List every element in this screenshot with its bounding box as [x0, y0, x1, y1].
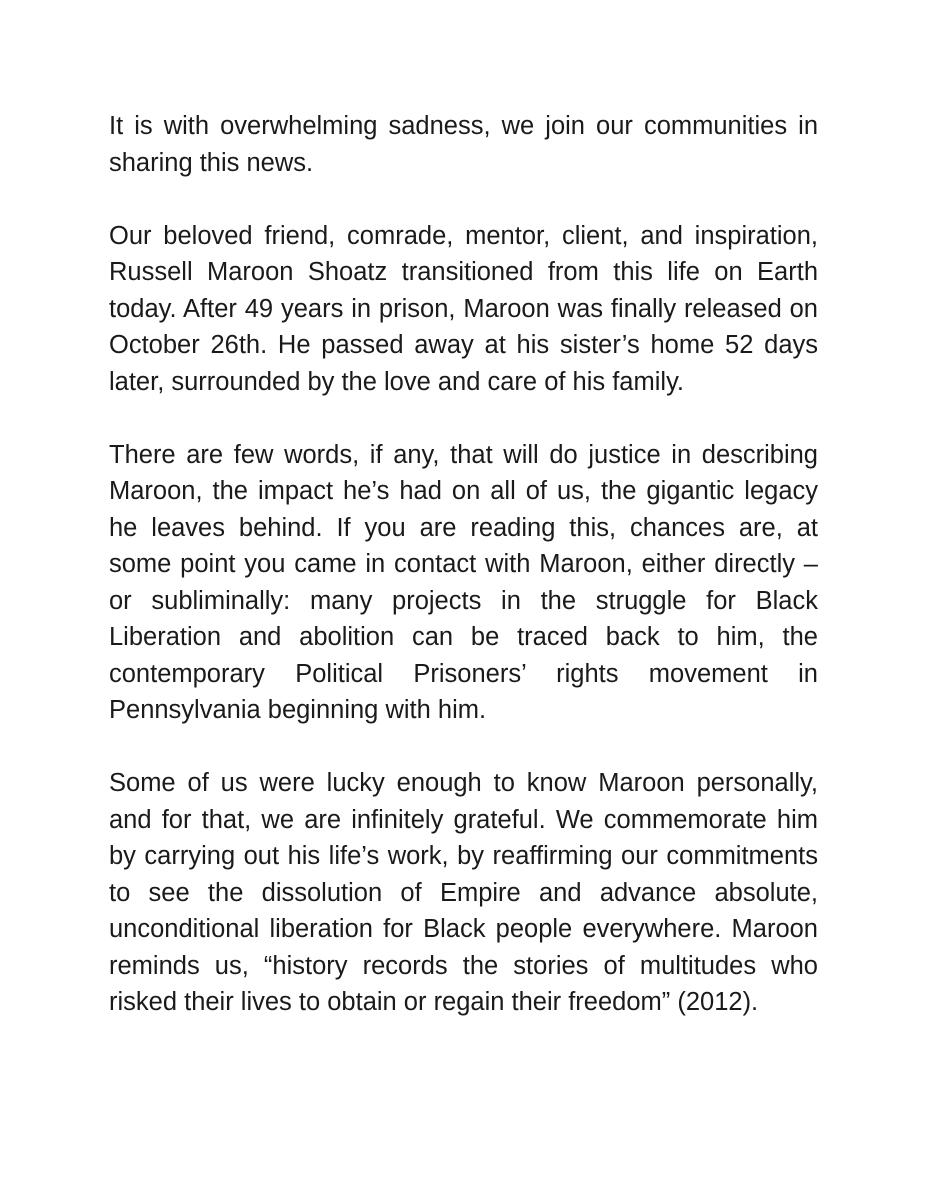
paragraph-commemoration: Some of us were lucky enough to know Maroon personally, and for that, we are infinitely grateful. We commemorate him by carrying out his life’s work, by reaffirming our commitments to see the dissolution of Empire and advance absolute, unconditional liberation for Black people everywhere. Maroon reminds us, “history records the stories of multitudes who risked their lives to obtain or regain their freedom” (2012).: [109, 769, 818, 1016]
paragraph-spacer: [109, 400, 818, 437]
paragraph-spacer: [109, 181, 818, 218]
paragraph-opening: It is with overwhelming sadness, we join our communities in sharing this news.: [109, 112, 818, 177]
paragraph-announcement: Our beloved friend, comrade, mentor, client, and inspiration, Russell Maroon Shoatz transitioned from this life on Earth today. After 49 years in prison, Maroon was finally released on October 26th. He passed away at his sister’s home 52 days later, surrounded by the love and care of his family.: [109, 221, 818, 396]
paragraph-legacy: There are few words, if any, that will do justice in describing Maroon, the impact he’s had on all of us, the gigantic legacy he leaves behind. If you are reading this, chances are, at some point you came in contact with Maroon, either directly – or subliminally: many projects in the struggle for Black Liberation and abolition can be traced back to him, the contemporary Political Prisoners’ rights movement in Pennsylvania beginning with him.: [109, 440, 818, 724]
paragraph-spacer: [109, 729, 818, 766]
